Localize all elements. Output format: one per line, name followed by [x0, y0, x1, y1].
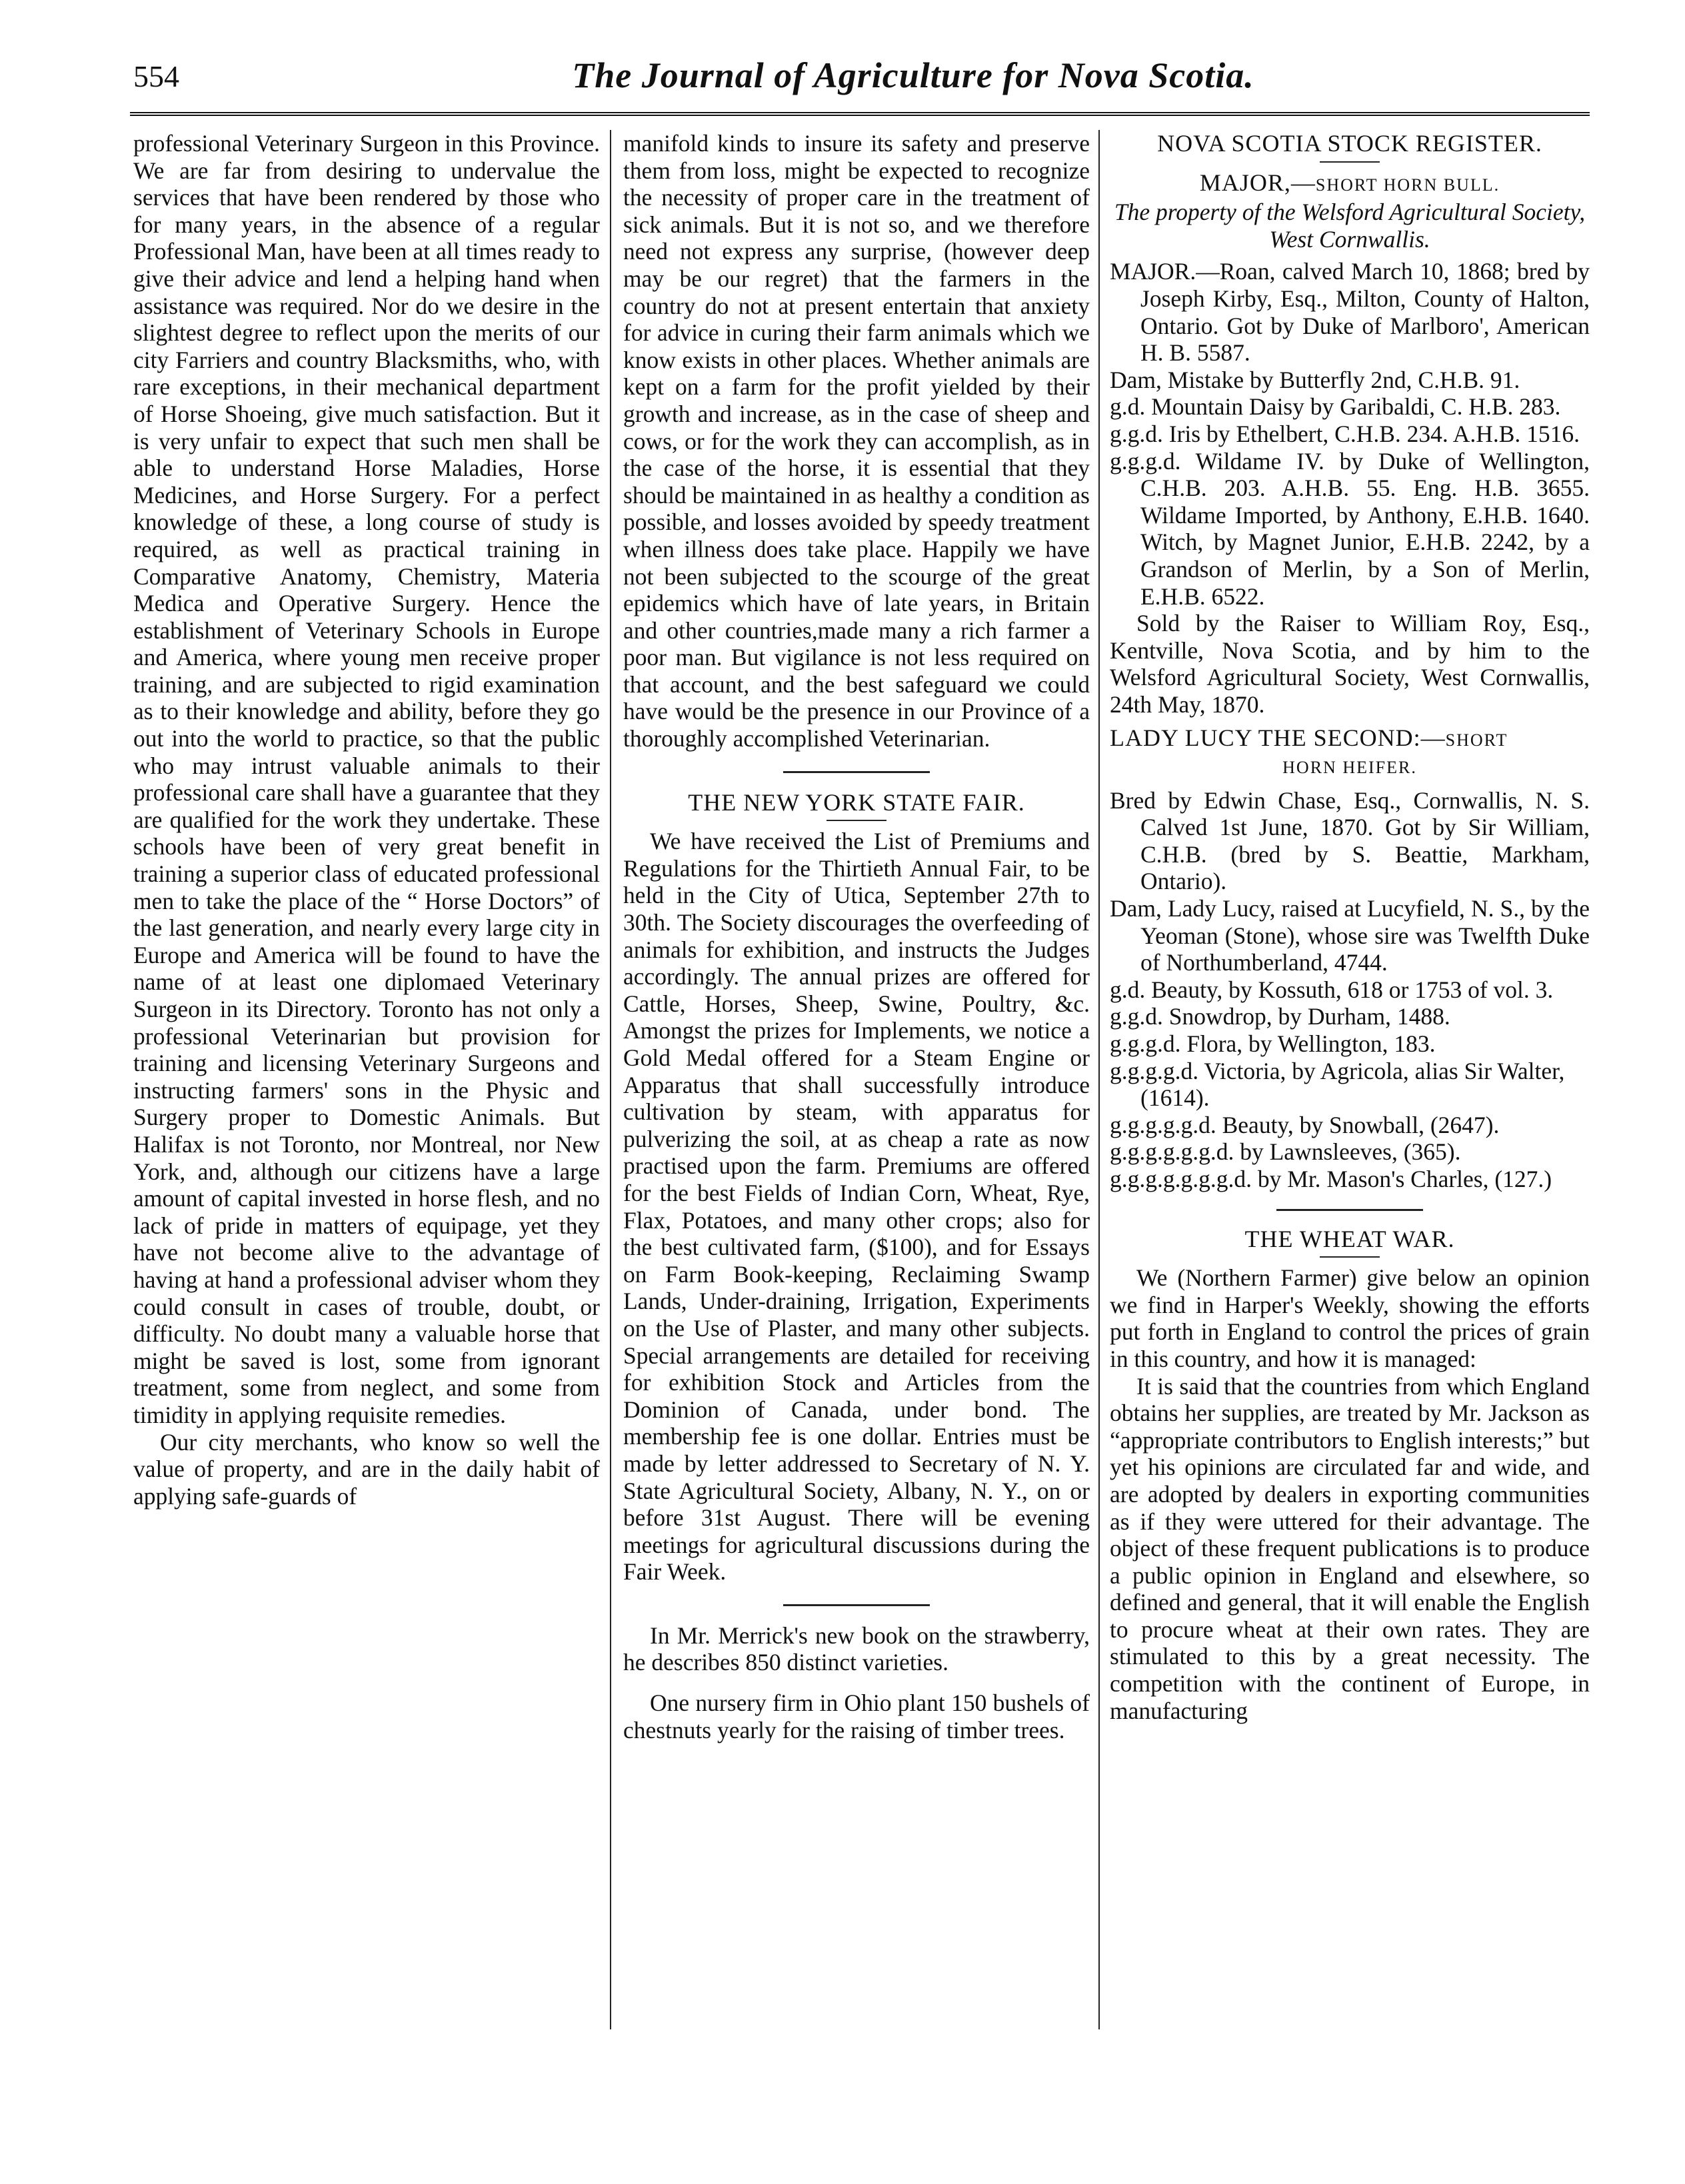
column-2 [623, 130, 1090, 2063]
wheat-war-body: It is said that the countries from which England obtains her supplies, are treated by Mr. Jackson as “appropriate contributors to English interests;” but yet his opinions are circulated far and wide, and are adopted by dealers in exporting communities as if they were uttered for their advantage. The object of these frequent publications is to produce a public opinion in England and elsewhere, so defined and general, that it will enable the English to procure wheat at their own rates. They are stimulated to this by a great necessity. The competition with the continent of Europe, in manufacturing [1110, 1372, 1590, 1724]
heading-rule [1320, 161, 1380, 163]
fair-article: We have received the List of Premiums and Regulations for the Thirtieth Annual Fair, to be held in the City of Utica, September 27th to 30th. The Society discourages the overfeeding of animals for exhibition, and instructs the Judges accordingly. The annual prizes are offered for Cattle, Horses, Sheep, Swine, Poultry, &c. Amongst the prizes for Implements, we notice a Gold Medal offered for a Steam Engine or Apparatus that shall successfully introduce cultivation by steam, with apparatus for pulverizing the soil, at as cheap a rate as now practised upon the farm. Premiums are offered for the best Fields of Indian Corn, Wheat, Rye, Flax, Potatoes, and many other crops; also for the best cultivated farm, ($100), and for Essays on Farm Book-keeping, Reclaiming Swamp Lands, Under-draining, Irrigation, Experiments on the Use of Plaster, and many other subjects. Special arrangements are detailed for receiving for exhibition Stock and Articles from the Dominion of Canada, under bond. The membership fee is one dollar. Entries must be made by letter addressed to Secretary of N. Y. State Agricultural Society, Albany, N. Y., on or before 31st August. There will be evening meetings for agricultural discussions during the Fair Week. [623, 828, 1090, 1586]
column-divider-2 [1098, 130, 1100, 2029]
column-divider-1 [610, 130, 611, 2029]
veterinary-article-continuation: manifold kinds to insure its safety and preserve them from loss, might be expected to recognize the necessity of proper care in the treatment of sick animals. But it is not so, and we therefore need not express any surprise, (however deep may be our regret) that the farmers in the country do not at present entertain that anxiety for advice in curing their farm animals which we know exists in other places. Whether animals are kept on a farm for the profit yielded by their growth and increase, as in the case of sheep and cows, or for the work they can accomplish, as in the case of the horse, it is essential that they should be maintained in as healthy a condition as possible, and losses avoided by speedy treatment when illness does take place. Happily we have not been subjected to the scourge of the great epidemics which have of late years, in Britain and other countries,made many a rich farmer a poor man. But vigilance is not less required on that account, and the best safeguard we could have would be the presence in our Province of a thoroughly accomplished Veterinarian. [623, 130, 1090, 752]
lady-lucy-ggd: g.g.d. Snowdrop, by Durham, 1488. [1110, 1003, 1450, 1030]
lady-lucy-gggggd: g.g.g.g.g.d. Beauty, by Snowball, (2647). [1110, 1111, 1500, 1138]
stock-register-heading: NOVA SCOTIA STOCK REGISTER. [1157, 130, 1542, 157]
lady-lucy-dam: Dam, Lady Lucy, raised at Lucyfield, N. S., by the Yeoman (Stone), whose sire was Twelfth Duke of Northumberland, 4744. [1110, 895, 1590, 976]
wheat-war-heading: THE WHEAT WAR. [1244, 1225, 1455, 1252]
lady-lucy-name: LADY LUCY THE SECOND:— [1110, 724, 1446, 752]
veterinary-article-paragraph-2: Our city merchants, who know so well the value of property, and are in the daily habit of applying safe-guards of [133, 1428, 600, 1510]
pedigree-gggd: g.g.g.d. Wildame IV. by Duke of Wellington, C.H.B. 203. A.H.B. 55. Eng. H.B. 3655. Wildame Imported, by Anthony, E.H.B. 1640. Witch, by Magnet Junior, E.H.B. 2242, by a Grandson of Merlin, by a Son of Merlin, E.H.B. 6522. [1110, 447, 1590, 610]
nursery-note: One nursery firm in Ohio plant 150 bushels of chestnuts yearly for the raising of timber trees. [623, 1689, 1090, 1743]
running-title: The Journal of Agriculture for Nova Scotia. [572, 55, 1254, 95]
pedigree-gd: g.d. Mountain Daisy by Garibaldi, C. H.B. 283. [1110, 393, 1561, 421]
major-name: MAJOR,— [1199, 169, 1316, 196]
lady-lucy-type-1: SHORT [1445, 730, 1508, 750]
section-divider-2 [783, 1604, 930, 1606]
header-rule [130, 112, 1590, 116]
major-entry: MAJOR.—Roan, calved March 10, 1868; bred by Joseph Kirby, Esq., Milton, County of Halton, Ontario. Got by Duke of Marlboro', American H. B. 5587. [1110, 258, 1590, 367]
major-heading [1110, 169, 1590, 199]
lady-lucy-bred: Bred by Edwin Chase, Esq., Cornwallis, N. S. Calved 1st June, 1870. Got by Sir William, C.H.B. (bred by S. Beattie, Markham, Ontario). [1110, 786, 1590, 895]
lady-lucy-ggggd: g.g.g.g.d. Victoria, by Agricola, alias Sir Walter, (1614). [1110, 1057, 1565, 1112]
section-divider [783, 771, 930, 773]
heading-rule [827, 820, 886, 821]
major-type: SHORT HORN BULL. [1315, 175, 1500, 195]
property-note: The property of the Welsford Agricultural Society, West Cornwallis. [1114, 199, 1586, 253]
heading-rule [1320, 1256, 1380, 1258]
lady-lucy-gd: g.d. Beauty, by Kossuth, 618 or 1753 of vol. 3. [1110, 976, 1554, 1003]
page-number: 554 [133, 59, 179, 93]
lady-lucy-gggd: g.g.g.d. Flora, by Wellington, 183. [1110, 1030, 1436, 1057]
pedigree-dam: Dam, Mistake by Butterfly 2nd, C.H.B. 91. [1110, 366, 1520, 393]
lady-lucy-gggggggd: g.g.g.g.g.g.g.d. by Mr. Mason's Charles, (127.) [1110, 1165, 1552, 1192]
lady-lucy-ggggggd: g.g.g.g.g.g.d. by Lawnsleeves, (365). [1110, 1138, 1461, 1166]
fair-heading: THE NEW YORK STATE FAIR. [688, 788, 1025, 816]
page-header [133, 55, 1586, 112]
section-divider-3 [1276, 1209, 1423, 1211]
lady-lucy-heading [1110, 724, 1590, 754]
column-3 [1110, 130, 1590, 2063]
lady-lucy-type-2: HORN HEIFER. [1282, 758, 1417, 778]
veterinary-article-paragraph: professional Veterinary Surgeon in this Province. We are far from desiring to undervalue the services that have been rendered by those who for many years, in the absence of a regular Professional Man, have been at all times ready to give their advice and lend a helping hand when assistance was required. Nor do we desire in the slightest degree to reflect upon the merits of our city Farriers and country Blacksmiths, who, with rare exceptions, in their mechanical department of Horse Shoeing, give much satisfaction. But it is very unfair to expect that such men shall be able to understand Horse Maladies, Horse Medicines, and Horse Surgery. For a perfect knowledge of these, a long course of study is required, as well as practical training in Comparative Anatomy, Chemistry, Materia Medica and Operative Surgery. Hence the establishment of Veterinary Schools in Europe and America, where young men receive proper training, and are subjected to rigid examination as to their knowledge and ability, before they go out into the world to practice, so that the public who may intrust valuable animals to their professional care shall have a guarantee that they are qualified for the work they undertake. These schools have been of very great benefit in training a superior class of educated professional men to take the place of the “ Horse Doctors” of the last generation, and nearly every large city in Europe and America will be found to have the name of at least one diplomaed Veterinary Surgeon in its Directory. Toronto has not only a professional Veterinarian but provision for training and licensing Veterinary Surgeons and instructing farmers' sons in the Physic and Surgery proper to Domestic Animals. But Halifax is not Toronto, nor Montreal, nor New York, and, although our citizens have a large amount of capital invested in horse flesh, and no lack of pride in matters of equipage, yet they have not become alive to the advantage of having at hand a professional adviser whom they could consult in cases of trouble, doubt, or difficulty. No doubt many a valuable horse that might be saved is lost, some from ignorant treatment, some from neglect, and some from timidity in applying requisite remedies. [133, 130, 600, 1428]
column-1 [133, 130, 600, 2063]
sale-note: Sold by the Raiser to William Roy, Esq., Kentville, Nova Scotia, and by him to the Welsford Agricultural Society, West Cornwallis, 24th May, 1870. [1110, 610, 1590, 718]
pedigree-ggd: g.g.d. Iris by Ethelbert, C.H.B. 234. A.H.B. 1516. [1110, 420, 1580, 447]
wheat-war-intro: We (Northern Farmer) give below an opinion we find in Harper's Weekly, showing the efforts put forth in England to control the prices of grain in this country, and how it is managed: [1110, 1264, 1590, 1372]
merrick-note: In Mr. Merrick's new book on the strawberry, he describes 850 distinct varieties. [623, 1622, 1090, 1676]
